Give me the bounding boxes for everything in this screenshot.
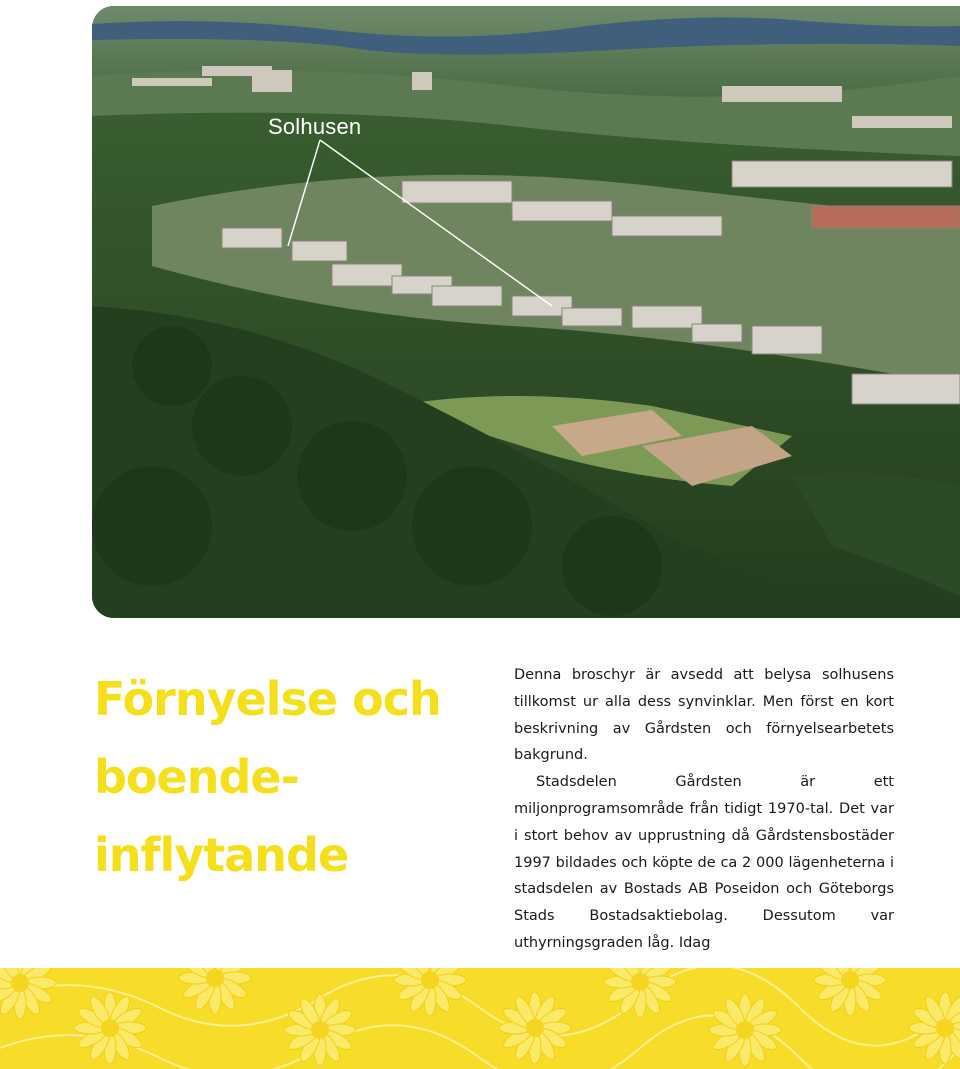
flower-pattern bbox=[0, 968, 960, 1069]
heading-line-1: Förnyelse och bbox=[94, 672, 441, 726]
body-paragraph-1: Denna broschyr är avsedd att belysa solhusens tillkomst ur alla dess synvinklar. Men först en kort beskrivning av Gårdsten och förnyelsearbetets bakgrund. bbox=[514, 667, 894, 764]
solhusen-callout-label: Solhusen bbox=[268, 114, 362, 139]
page-heading bbox=[94, 660, 454, 894]
aerial-photo-illustration bbox=[92, 6, 960, 618]
flower-pattern-banner bbox=[0, 968, 960, 1069]
body-text bbox=[514, 662, 894, 957]
heading-line-2: boende- bbox=[94, 750, 299, 804]
aerial-photo bbox=[92, 6, 960, 618]
heading-line-3: inflytande bbox=[94, 828, 349, 882]
body-paragraph-2: Stadsdelen Gårdsten är ett miljonprogramsområde från tidigt 1970-tal. Det var i stort behov av upprustning då Gårdstensbostäder 1997 bildades och köpte de ca 2 000 lägenheterna i stadsdelen av Bostads AB Poseidon och Göteborgs Stads Bostadsaktiebolag. Dessutom var uthyrningsgraden låg. Idag bbox=[514, 774, 894, 951]
